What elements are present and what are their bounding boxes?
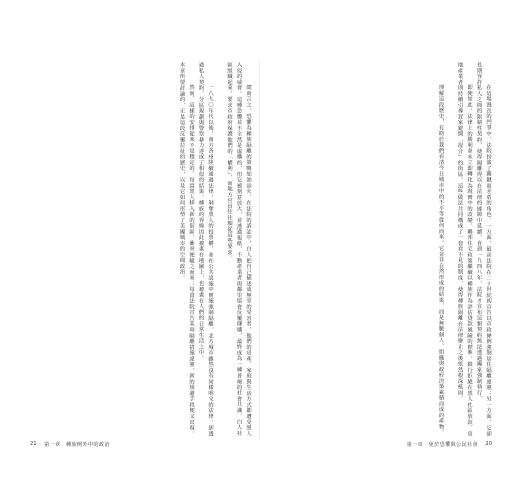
paragraph: 然而，這樣的安排從來不是穩定的。每當黑人移入新的街區，衝突便隨之而來；每當法院宣告某項隔離措施違憲，新的規避手段便又出現。本章所要討論的，正是這段反覆拉扯的歷史，以及它如何形塑了美國城市的空間政治。 [178,62,194,436]
running-head: 第一章 種族例外中的政治 [44,442,110,448]
left-page [30,62,252,436]
paragraph: 一八九〇年代以後，南方各州陸續通過法律，剝奪黑人的投票權，並在公共設施中實施強制隔離。北方城市雖然沒有同樣明文的法律，卻透過私人契約、分區規劃與警察暴力達成了相似的結果。種族的界線因此被畫在地圖上，也被畫在人們的日常生活之中。 [197,62,213,436]
page-number: 21 [30,441,37,447]
left-page-body [30,62,252,436]
page-number: 20 [485,441,492,447]
paragraph: 在這場漫長的鬥爭中，法院扮演了關鍵而矛盾的角色。一方面，最高法院在二十世紀初宣告以市政條例強制居住隔離違憲；另一方面，它卻長期容許私人之間的限制性契約，使得隔離得以在法律的縫隙中延續。直到一九四八年，法院才宣布這類契約無法透過國家強制執行。 [475,62,491,436]
running-head: 第一章 免於恐懼與公民社會 [406,442,478,448]
right-page [270,62,492,436]
gutter-divider [259,60,260,440]
paragraph: 理解這段歷史，有助於我們看清今日城市中的不平等從何而來。它並非自然形成的結果，而是無數個人、組織與政府決策累積而成的產物。 [437,72,444,435]
paragraph: 即便如此，法律上的勝利並未立即轉化為現實中的改變。聯邦住宅政策繼續以種族作為評估貸款風險的標準，銀行拒絕在黑人社區放款，房地產業者則持續引導買家避開「混合」的街區。這些做法共同構成了一套看不見的制度，使得種族隔離在法律廢止之後依然根深柢固。 [456,62,472,436]
right-page-body [270,62,492,436]
paragraph: 總而言之，恐懼為種族隔離的策略加油添火。在法院的訴訟中，白人把自己描述成無辜的受害者，他們的房產、家庭與生活方式都遭受黑人入侵的威脅。這種恐懼並不全然是虛構的，但它被刻意放大，並透過報紙、不動產業者與鄰里協會反覆傳播，最終成為一種普遍的社會共識。白人社區組織起來，要求市政府保護他們的「權利」，而地方官員往往順從這些要求。 [226,62,251,436]
